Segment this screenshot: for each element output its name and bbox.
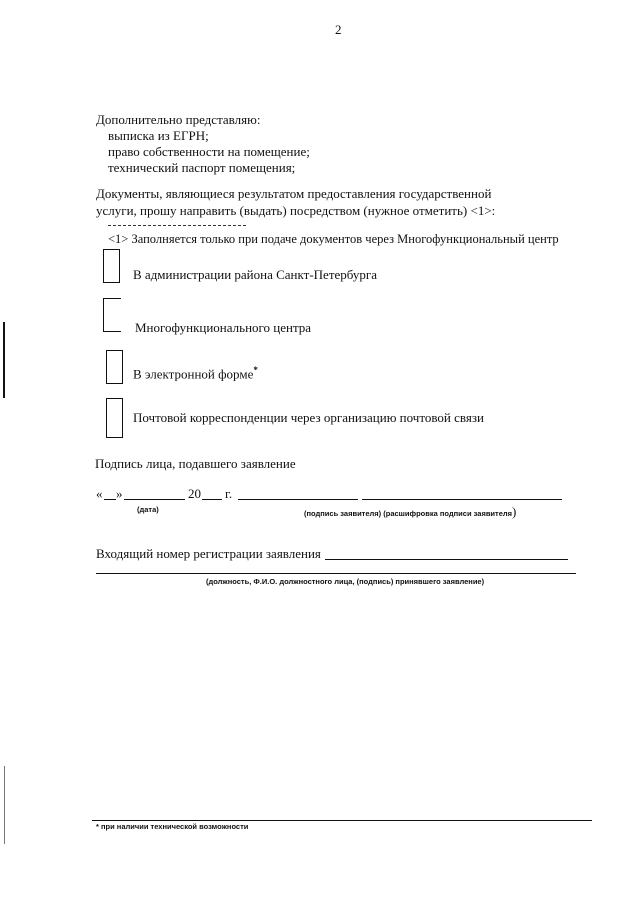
registration-label: Входящий номер регистрации заявления xyxy=(96,546,321,561)
option-post-label: Почтовой корреспонденции через организацию почтовой связи xyxy=(133,410,484,425)
registration-number-field[interactable] xyxy=(325,559,568,560)
date-month-field[interactable] xyxy=(124,499,185,500)
footnote-separator xyxy=(108,225,246,226)
checkbox-mfc[interactable] xyxy=(103,298,121,332)
additional-item: технический паспорт помещения; xyxy=(108,160,296,175)
date-day-field[interactable] xyxy=(104,499,116,500)
footnote-asterisk: * xyxy=(253,365,258,375)
label-date: (дата) xyxy=(137,505,159,514)
date-open-quote: « xyxy=(96,486,103,501)
checkbox-electronic[interactable] xyxy=(106,350,123,384)
label-signature-bracket: ) xyxy=(512,504,517,519)
margin-mark-lower xyxy=(4,766,5,844)
page-number: 2 xyxy=(335,22,342,37)
footnote-1: <1> Заполняется только при подаче документов через Многофункциональный центр xyxy=(108,232,559,246)
official-line[interactable] xyxy=(96,573,576,574)
footer-rule xyxy=(92,820,592,821)
additional-heading: Дополнительно представляю: xyxy=(96,112,261,127)
registration-caption: (должность, Ф.И.О. должностного лица, (подпись) принявшего заявление) xyxy=(206,577,485,586)
year-suffix: г. xyxy=(225,486,233,501)
additional-item: право собственности на помещение; xyxy=(108,144,310,159)
label-signature xyxy=(304,504,516,520)
documents-text-line2: услуги, прошу направить (выдать) посредством (нужное отметить) <1>: xyxy=(96,203,496,218)
option-mfc-label: Многофункционального центра xyxy=(135,320,312,335)
checkbox-post[interactable] xyxy=(106,398,123,438)
documents-text-line1: Документы, являющиеся результатом предоставления государственной xyxy=(96,186,492,201)
date-close-quote: » xyxy=(116,486,123,501)
signature-field[interactable] xyxy=(238,499,358,500)
label-signature-text: (подпись заявителя) (расшифровка подписи заявителя xyxy=(304,509,513,518)
option-electronic-text: В электронной форме xyxy=(133,366,254,382)
signature-heading: Подпись лица, подавшего заявление xyxy=(95,456,296,471)
signature-decoding-field[interactable] xyxy=(362,499,562,500)
additional-item: выписка из ЕГРН; xyxy=(108,128,209,143)
footer-note: * при наличии технической возможности xyxy=(96,822,249,831)
year-prefix: 20 xyxy=(188,486,201,501)
margin-mark xyxy=(3,322,5,398)
date-year-field[interactable] xyxy=(202,499,222,500)
checkbox-administration[interactable] xyxy=(103,249,120,283)
option-administration-label: В администрации района Санкт-Петербурга xyxy=(133,267,377,282)
option-electronic-label xyxy=(133,365,258,382)
